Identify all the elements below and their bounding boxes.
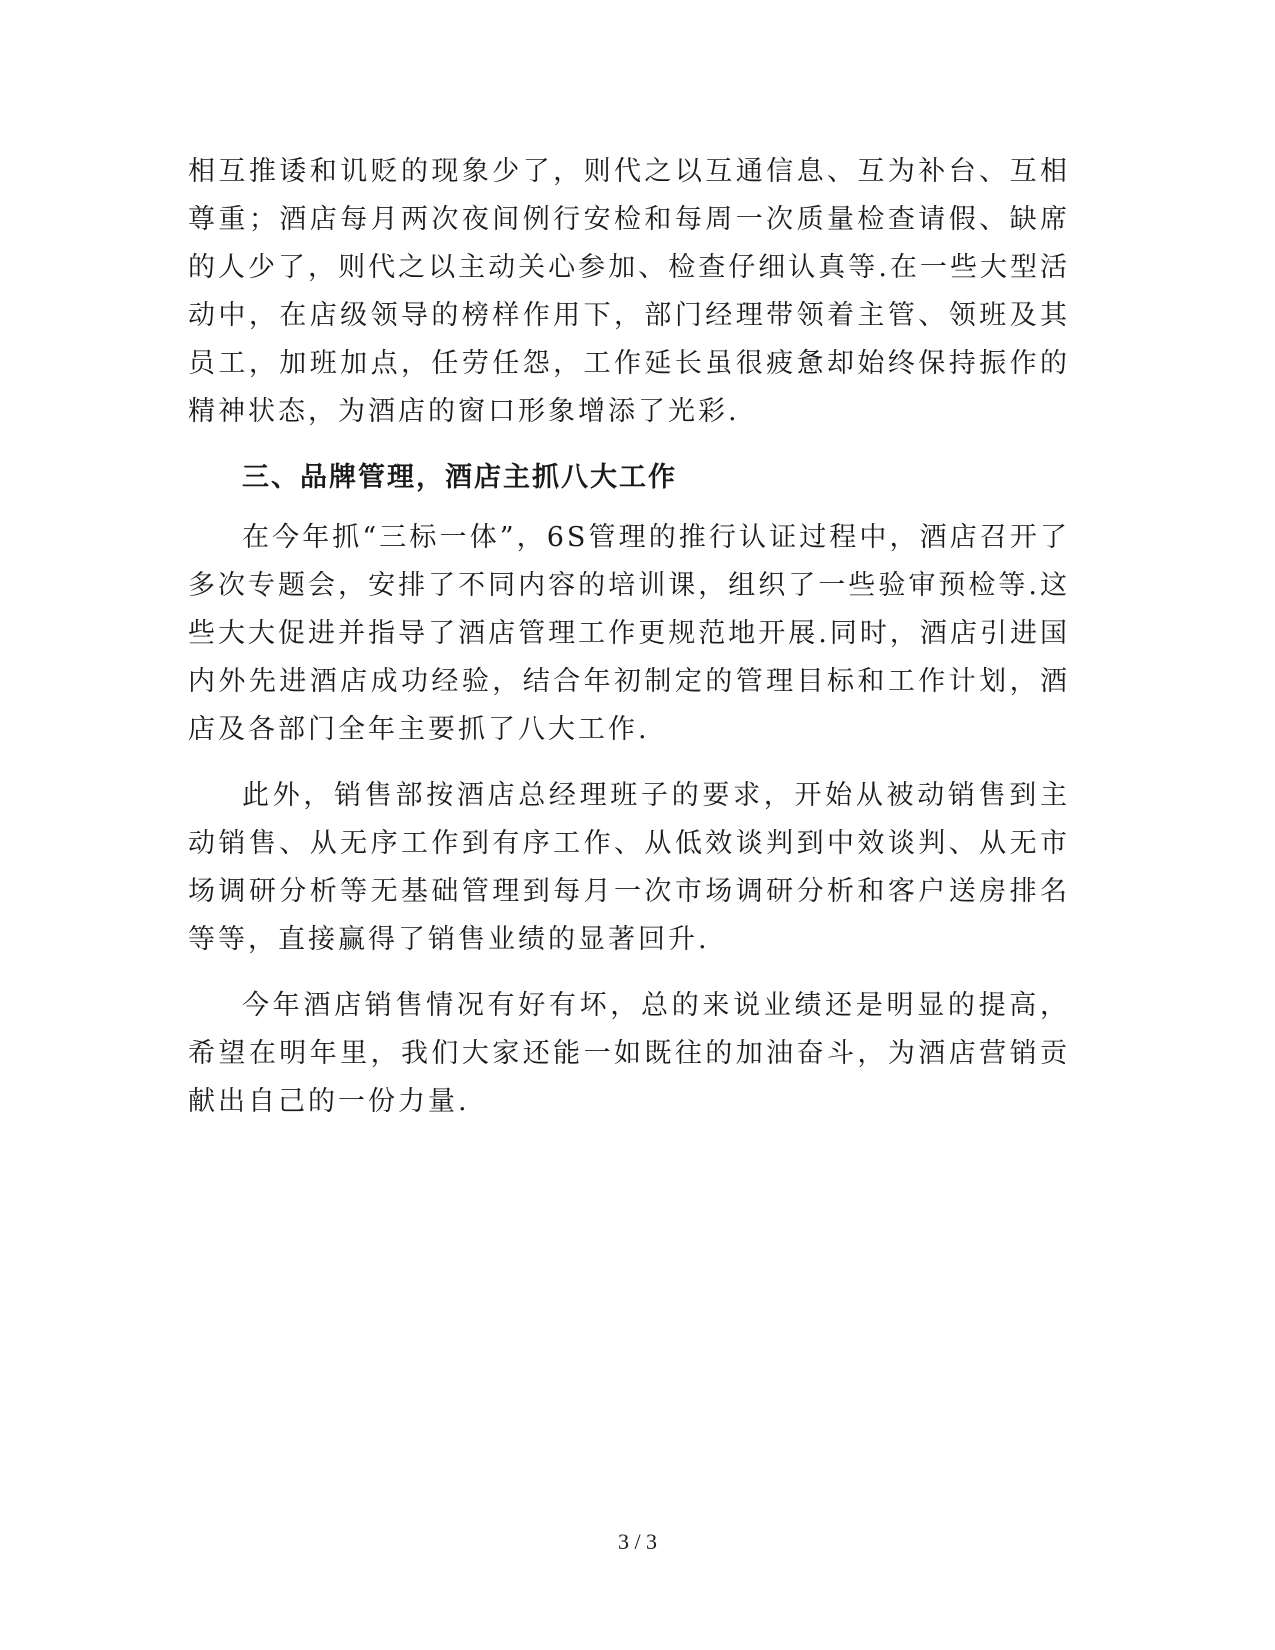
section-heading: 三、品牌管理，酒店主抓八大工作 <box>242 462 677 493</box>
continuation-paragraph: 相互推诿和讥贬的现象少了，则代之以互通信息、互为补台、互相尊重；酒店每月两次夜间例行安检和每周一次质量检查请假、缺席的人少了，则代之以主动关心参加、检查仔细认真等.在一些大型活动中，在店级领导的榜样作用下，部门经理带领着主管、领班及其员工，加班加点，任劳任怨，工作延长虽很疲惫却始终保持振作的精神状态，为酒店的窗口形象增添了光彩. <box>188 156 1070 427</box>
section-paragraph-1: 在今年抓“三标一体”，6S管理的推行认证过程中，酒店召开了多次专题会，安排了不同内容的培训课，组织了一些验审预检等.这些大大促进并指导了酒店管理工作更规范地开展.同时，酒店引进国内外先进酒店成功经验，结合年初制定的管理目标和工作计划，酒店及各部门全年主要抓了八大工作. <box>188 522 1070 745</box>
page-number: 3 / 3 <box>617 1529 658 1554</box>
section-paragraph-2: 此外，销售部按酒店总经理班子的要求，开始从被动销售到主动销售、从无序工作到有序工作、从低效谈判到中效谈判、从无市场调研分析等无基础管理到每月一次市场调研分析和客户送房排名等等，直接赢得了销售业绩的显著回升. <box>188 780 1070 955</box>
section-paragraph-3: 今年酒店销售情况有好有坏，总的来说业绩还是明显的提高，希望在明年里，我们大家还能一如既往的加油奋斗，为酒店营销贡献出自己的一份力量. <box>188 990 1070 1117</box>
document-body <box>188 148 1070 1144</box>
